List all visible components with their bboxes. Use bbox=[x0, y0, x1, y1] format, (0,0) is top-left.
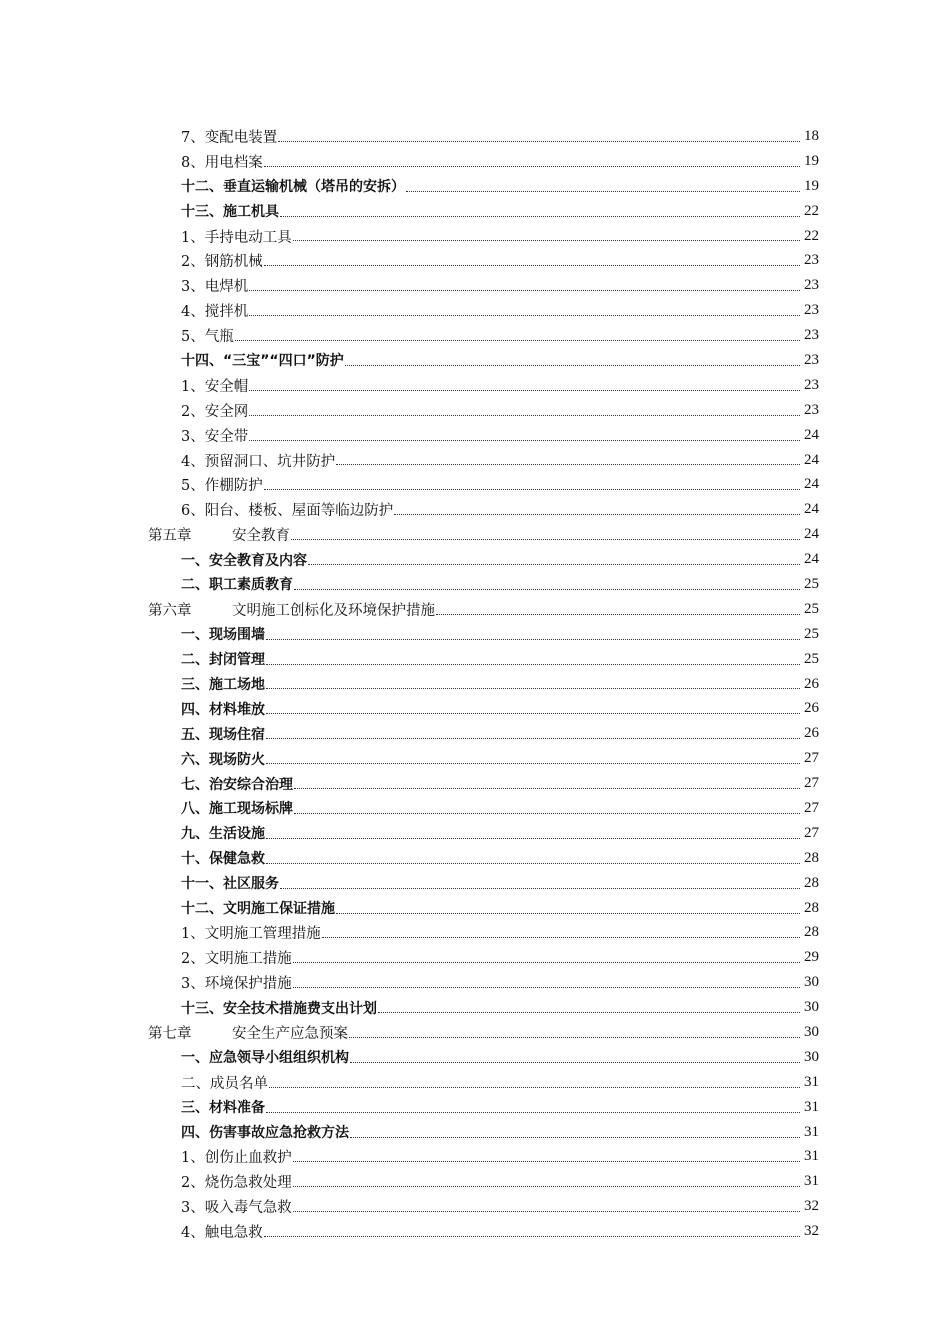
dot-leader bbox=[249, 289, 800, 291]
toc-page-number: 25 bbox=[804, 625, 819, 642]
dot-leader bbox=[249, 389, 800, 391]
toc-entry-item[interactable] bbox=[0, 224, 950, 249]
toc-entry-section[interactable] bbox=[0, 174, 950, 199]
toc-entry-label: 三、施工场地 bbox=[181, 677, 265, 694]
toc-entry-item[interactable] bbox=[0, 323, 950, 348]
toc-entry-label: 五、现场住宿 bbox=[181, 726, 265, 743]
toc-entry-item[interactable] bbox=[0, 970, 950, 995]
dot-leader bbox=[249, 314, 800, 316]
toc-page-number: 27 bbox=[804, 750, 819, 767]
toc-entry-label bbox=[148, 599, 435, 620]
toc-entry-label: 2、钢筋机械 bbox=[181, 254, 263, 271]
dot-leader bbox=[345, 364, 800, 366]
dot-leader bbox=[294, 588, 800, 590]
dot-leader bbox=[294, 812, 800, 814]
toc-entry-section[interactable] bbox=[0, 746, 950, 771]
toc-page-number: 23 bbox=[804, 376, 819, 393]
toc-entry-item[interactable] bbox=[0, 1070, 950, 1095]
toc-page-number: 32 bbox=[804, 1223, 819, 1240]
toc-entry-label: 一、安全教育及内容 bbox=[181, 552, 307, 569]
toc-entry-section[interactable] bbox=[0, 672, 950, 697]
dot-leader bbox=[293, 1185, 800, 1187]
dot-leader bbox=[406, 190, 800, 192]
toc-entry-section[interactable] bbox=[0, 1045, 950, 1070]
dot-leader bbox=[308, 563, 800, 565]
toc-page-number: 30 bbox=[804, 1024, 819, 1040]
dot-leader bbox=[349, 1036, 800, 1038]
toc-page-number: 23 bbox=[804, 302, 819, 319]
dot-leader bbox=[266, 737, 800, 739]
toc-entry-label: 4、触电急救 bbox=[181, 1225, 263, 1242]
toc-entry-label: 二、封闭管理 bbox=[181, 652, 265, 669]
toc-page-number: 25 bbox=[804, 600, 819, 617]
chapter-title: 安全教育 bbox=[232, 528, 290, 545]
toc-entry-section[interactable] bbox=[0, 547, 950, 572]
toc-entry-section[interactable] bbox=[0, 572, 950, 597]
toc-page-number: 31 bbox=[804, 1148, 819, 1165]
toc-entry-label: 2、烧伤急救处理 bbox=[181, 1175, 292, 1192]
toc-page-number: 19 bbox=[804, 152, 819, 169]
toc-entry-label: 四、伤害事故应急抢救方法 bbox=[181, 1125, 349, 1142]
toc-page-number: 30 bbox=[804, 974, 819, 991]
toc-page-number: 28 bbox=[804, 874, 819, 891]
toc-entry-label: 十一、社区服务 bbox=[181, 876, 279, 893]
toc-entry-label: 十二、垂直运输机械（塔吊的安拆） bbox=[181, 179, 405, 196]
toc-page-number: 25 bbox=[804, 575, 819, 592]
toc-page-number: 28 bbox=[804, 849, 819, 866]
toc-entry-label: 7、变配电装置 bbox=[181, 129, 278, 146]
toc-entry-label: 一、应急领导小组组织机构 bbox=[181, 1050, 349, 1067]
toc-entry-label: 6、阳台、楼板、屋面等临边防护 bbox=[181, 503, 394, 520]
chapter-number: 第七章 bbox=[148, 1026, 192, 1042]
toc-page-number: 23 bbox=[804, 252, 819, 269]
dot-leader bbox=[350, 1136, 800, 1138]
toc-entry-label: 1、文明施工管理措施 bbox=[181, 926, 321, 943]
toc-entry-item[interactable] bbox=[0, 945, 950, 970]
toc-entry-section[interactable] bbox=[0, 995, 950, 1020]
dot-leader bbox=[264, 165, 800, 167]
toc-entry-label: 1、安全帽 bbox=[181, 378, 249, 395]
toc-entry-label: 4、预留洞口、坑井防护 bbox=[181, 453, 336, 470]
toc-page-number: 31 bbox=[804, 1123, 819, 1140]
dot-leader bbox=[293, 1210, 800, 1212]
toc-entry-label: 3、环境保护措施 bbox=[181, 976, 292, 993]
toc-page-number: 23 bbox=[804, 351, 819, 368]
toc-page-number: 29 bbox=[804, 949, 819, 966]
toc-page-number: 23 bbox=[804, 401, 819, 418]
toc-entry-label: 三、材料准备 bbox=[181, 1100, 265, 1117]
dot-leader bbox=[278, 140, 800, 142]
toc-entry-item[interactable] bbox=[0, 472, 950, 497]
toc-entry-label: 十三、安全技术措施费支出计划 bbox=[181, 1000, 377, 1017]
toc-entry-label: 5、作棚防护 bbox=[181, 478, 263, 495]
toc-entry-item[interactable] bbox=[0, 1194, 950, 1219]
toc-entry-label: 二、成员名单 bbox=[181, 1075, 268, 1092]
toc-entry-label bbox=[148, 524, 290, 545]
toc-entry-section[interactable] bbox=[0, 348, 950, 373]
dot-leader bbox=[266, 712, 800, 714]
toc-page-number: 31 bbox=[804, 1173, 819, 1190]
dot-leader bbox=[264, 488, 800, 490]
toc-entry-section[interactable] bbox=[0, 696, 950, 721]
dot-leader bbox=[293, 239, 800, 241]
dot-leader bbox=[266, 638, 800, 640]
toc-entry-section[interactable] bbox=[0, 846, 950, 871]
toc-page-number: 25 bbox=[804, 650, 819, 667]
toc-entry-item[interactable] bbox=[0, 921, 950, 946]
toc-entry-section[interactable] bbox=[0, 622, 950, 647]
toc-entry-item[interactable] bbox=[0, 248, 950, 273]
dot-leader bbox=[293, 986, 800, 988]
dot-leader bbox=[291, 538, 800, 540]
toc-entry-label: 8、用电档案 bbox=[181, 154, 263, 171]
toc-entry-chapter[interactable] bbox=[0, 522, 950, 547]
toc-entry-label: 六、现场防火 bbox=[181, 751, 265, 768]
toc-entry-chapter[interactable] bbox=[0, 1020, 950, 1045]
dot-leader bbox=[266, 663, 800, 665]
toc-entry-section[interactable] bbox=[0, 871, 950, 896]
toc-entry-label: 2、文明施工措施 bbox=[181, 951, 292, 968]
chapter-title: 安全生产应急预案 bbox=[232, 1026, 348, 1042]
dot-leader bbox=[280, 215, 800, 217]
toc-page-number: 22 bbox=[804, 202, 819, 219]
dot-leader bbox=[266, 687, 800, 689]
toc-page-number: 26 bbox=[804, 700, 819, 717]
toc-entry-chapter[interactable] bbox=[0, 597, 950, 622]
dot-leader bbox=[266, 837, 800, 839]
toc-page-number: 27 bbox=[804, 799, 819, 816]
toc-entry-item[interactable] bbox=[0, 1169, 950, 1194]
toc-entry-item[interactable] bbox=[0, 149, 950, 174]
toc-page-number: 31 bbox=[804, 1073, 819, 1090]
toc-page-number: 24 bbox=[804, 501, 819, 518]
dot-leader bbox=[269, 1086, 800, 1088]
toc-entry-section[interactable] bbox=[0, 771, 950, 796]
dot-leader bbox=[294, 787, 800, 789]
toc-page-number: 23 bbox=[804, 277, 819, 294]
toc-entry-section[interactable] bbox=[0, 721, 950, 746]
toc-page-number: 24 bbox=[804, 426, 819, 443]
toc-entry-item[interactable] bbox=[0, 124, 950, 149]
dot-leader bbox=[266, 1111, 800, 1113]
dot-leader bbox=[394, 513, 800, 515]
dot-leader bbox=[280, 887, 800, 889]
dot-leader bbox=[293, 961, 800, 963]
toc-entry-item[interactable] bbox=[0, 298, 950, 323]
toc-entry-section[interactable] bbox=[0, 1120, 950, 1145]
toc-entry-item[interactable] bbox=[0, 1219, 950, 1244]
chapter-title: 文明施工创标化及环境保护措施 bbox=[232, 602, 435, 619]
toc-entry-item[interactable] bbox=[0, 373, 950, 398]
toc-page-number: 24 bbox=[804, 451, 819, 468]
toc-entry-label: 十二、文明施工保证措施 bbox=[181, 901, 335, 918]
toc-entry-label: 1、手持电动工具 bbox=[181, 229, 292, 246]
dot-leader bbox=[264, 264, 800, 266]
toc-page-number: 32 bbox=[804, 1198, 819, 1215]
toc-entry-label bbox=[148, 1022, 348, 1043]
toc-entry-section[interactable] bbox=[0, 1095, 950, 1120]
toc-entry-item[interactable] bbox=[0, 497, 950, 522]
toc-entry-item[interactable] bbox=[0, 398, 950, 423]
toc-page-number: 22 bbox=[804, 227, 819, 244]
toc-page-number: 28 bbox=[804, 899, 819, 916]
toc-entry-label: 3、安全带 bbox=[181, 428, 249, 445]
toc-entry-section[interactable] bbox=[0, 199, 950, 224]
dot-leader bbox=[266, 862, 800, 864]
toc-page-number: 26 bbox=[804, 675, 819, 692]
toc-entry-label: 3、吸入毒气急救 bbox=[181, 1200, 292, 1217]
toc-entry-label: 2、安全网 bbox=[181, 403, 249, 420]
toc-page-number: 30 bbox=[804, 1048, 819, 1065]
toc-page-number: 24 bbox=[804, 551, 819, 568]
toc-entry-label: 七、治安综合治理 bbox=[181, 776, 293, 793]
chapter-number: 第五章 bbox=[148, 528, 192, 545]
dot-leader bbox=[436, 613, 800, 615]
dot-leader bbox=[322, 936, 800, 938]
toc-entry-section[interactable] bbox=[0, 821, 950, 846]
toc-page-number: 18 bbox=[804, 127, 819, 144]
dot-leader bbox=[350, 1061, 800, 1063]
toc-entry-section[interactable] bbox=[0, 796, 950, 821]
dot-leader bbox=[378, 1011, 800, 1013]
toc-entry-label: 5、气瓶 bbox=[181, 329, 234, 346]
toc-page-number: 27 bbox=[804, 775, 819, 792]
toc-page-number: 31 bbox=[804, 1098, 819, 1115]
toc-entry-label: 十、保健急救 bbox=[181, 851, 265, 868]
toc-entry-label: 十四、“三宝”“四口”防护 bbox=[181, 353, 344, 370]
toc-entry-section[interactable] bbox=[0, 896, 950, 921]
toc-entry-item[interactable] bbox=[0, 423, 950, 448]
toc-entry-item[interactable] bbox=[0, 1145, 950, 1170]
toc-entry-label: 一、现场围墙 bbox=[181, 627, 265, 644]
toc-entry-label: 十三、施工机具 bbox=[181, 204, 279, 221]
toc-entry-label: 3、电焊机 bbox=[181, 279, 249, 296]
toc-entry-label: 4、搅拌机 bbox=[181, 304, 249, 321]
dot-leader bbox=[336, 912, 800, 914]
dot-leader bbox=[266, 762, 800, 764]
toc-page-number: 19 bbox=[804, 177, 819, 194]
toc-entry-label: 1、创伤止血救护 bbox=[181, 1150, 292, 1167]
toc-page-number: 26 bbox=[804, 725, 819, 742]
toc-page-number: 30 bbox=[804, 999, 819, 1016]
dot-leader bbox=[293, 1160, 800, 1162]
toc-page-number: 24 bbox=[804, 526, 819, 543]
dot-leader bbox=[249, 414, 800, 416]
dot-leader bbox=[249, 439, 800, 441]
toc-entry-label: 二、职工素质教育 bbox=[181, 577, 293, 594]
toc-entry-item[interactable] bbox=[0, 273, 950, 298]
chapter-number: 第六章 bbox=[148, 602, 192, 619]
dot-leader bbox=[264, 1235, 800, 1237]
toc-entry-label: 八、施工现场标牌 bbox=[181, 801, 293, 818]
toc-page-number: 27 bbox=[804, 824, 819, 841]
toc-page-number: 23 bbox=[804, 327, 819, 344]
toc-entry-section[interactable] bbox=[0, 647, 950, 672]
toc-entry-label: 九、生活设施 bbox=[181, 826, 265, 843]
dot-leader bbox=[336, 463, 800, 465]
toc-page-number: 28 bbox=[804, 924, 819, 941]
toc-entry-label: 四、材料堆放 bbox=[181, 701, 265, 718]
toc-page-number: 24 bbox=[804, 476, 819, 493]
toc-entry-item[interactable] bbox=[0, 448, 950, 473]
table-of-contents bbox=[0, 124, 950, 1244]
dot-leader bbox=[235, 339, 800, 341]
